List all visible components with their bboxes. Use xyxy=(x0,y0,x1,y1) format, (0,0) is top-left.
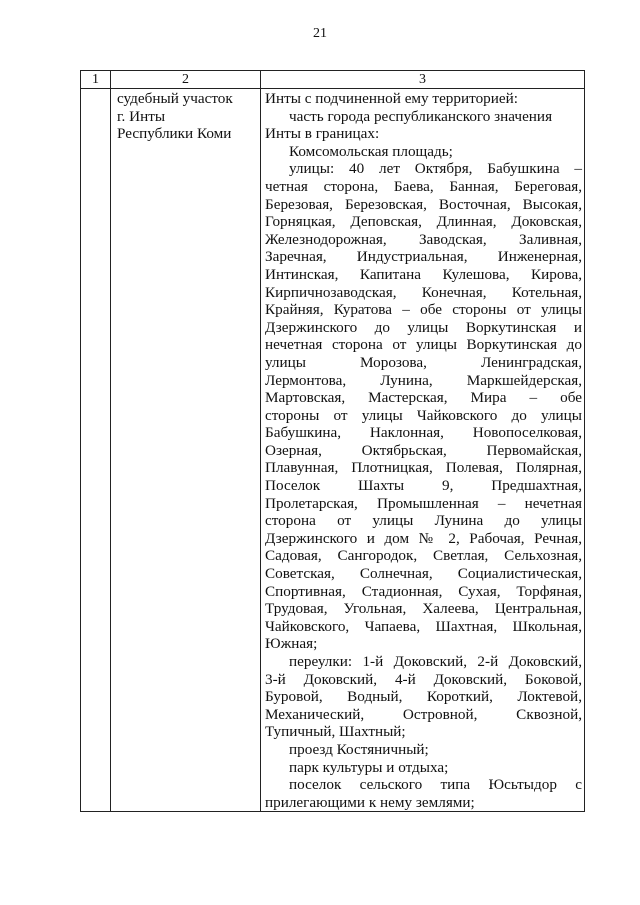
territory-text-line: Южная; xyxy=(265,635,318,653)
territory-text-line: Бабушкина, Наклонная, Новопоселковая, xyxy=(265,424,582,442)
column-header-1: 1 xyxy=(81,71,111,89)
territory-text-line: Заречная, Индустриальная, Инженерная, xyxy=(265,248,582,266)
territory-text-line: переулки: 1-й Доковский, 2-й Доковский, xyxy=(289,653,582,670)
territory-description-cell xyxy=(261,89,585,812)
territory-text-line: Плавунная, Плотницкая, Полевая, Полярная, xyxy=(265,459,582,477)
territory-text-line: Инты в границах: xyxy=(265,125,380,143)
territory-text-line: 3-й Доковский, 4-й Доковский, Боковой, xyxy=(265,670,582,688)
territory-text-line: Тупичный, Шахтный; xyxy=(265,723,406,741)
territory-text-line: Озерная, Октябрьская, Первомайская, xyxy=(265,441,582,459)
territory-text-line: Дзержинского и дом № 2, Рабочая, Речная, xyxy=(265,529,582,547)
jurisdiction-table xyxy=(80,70,585,812)
row-number-cell xyxy=(81,89,111,812)
territory-text-line: проезд Костяничный; xyxy=(289,740,429,758)
territory-text-line: Трудовая, Угольная, Халеева, Центральная, xyxy=(265,600,582,618)
court-district-cell xyxy=(111,89,261,812)
court-district-line: Республики Коми xyxy=(117,125,232,143)
territory-text-line: нечетная сторона от улицы Воркутинская до xyxy=(265,336,582,354)
territory-text-line: Мартовская, Мастерская, Мира – обе xyxy=(265,389,582,407)
territory-text-line: Советская, Солнечная, Социалистическая, xyxy=(265,565,582,583)
territory-text-line: часть города республиканского значения xyxy=(289,107,553,125)
territory-text-line: Буровой, Водный, Короткий, Локтевой, xyxy=(265,688,582,706)
territory-text-line: стороны от улицы Чайковского до улицы xyxy=(265,406,582,424)
territory-text-line: Садовая, Сангородок, Светлая, Сельхозная, xyxy=(265,547,582,565)
territory-text-line: поселок сельского типа Юсьтыдор с xyxy=(289,776,582,794)
court-district-line: г. Инты xyxy=(117,107,166,125)
territory-text-line: Поселок Шахты 9, Предшахтная, xyxy=(265,477,582,495)
territory-text-line: Чайковского, Чапаева, Шахтная, Школьная, xyxy=(265,617,582,635)
territory-text-line: Крайняя, Куратова – обе стороны от улицы xyxy=(265,301,582,319)
territory-text-line: Железнодорожная, Заводская, Заливная, xyxy=(265,230,582,248)
territory-text-line: Лермонтова, Лунина, Маркшейдерская, xyxy=(265,371,582,389)
column-header-2: 2 xyxy=(111,71,261,89)
territory-text-line: Спортивная, Стадионная, Сухая, Торфяная, xyxy=(265,582,582,600)
territory-text-line: сторона от улицы Лунина до улицы xyxy=(265,512,582,530)
territory-text-line: Дзержинского до улицы Воркутинская и xyxy=(265,318,582,336)
territory-text-line: прилегающими к нему землями; xyxy=(265,793,475,811)
page-number: 21 xyxy=(313,26,327,41)
column-header-3: 3 xyxy=(261,71,585,89)
territory-text-line: парк культуры и отдыха; xyxy=(289,758,449,776)
court-district-line: судебный участок xyxy=(117,90,233,107)
territory-text-line: Горняцкая, Деповская, Длинная, Доковская, xyxy=(265,213,582,231)
territory-text-line: Кирпичнозаводская, Конечная, Котельная, xyxy=(265,283,582,301)
territory-text-line: Интинская, Капитана Кулешова, Кирова, xyxy=(265,265,582,283)
territory-text-line: четная сторона, Баева, Банная, Береговая, xyxy=(265,177,582,195)
territory-text-line: Механический, Островной, Сквозной, xyxy=(265,705,582,723)
table-row xyxy=(81,89,585,812)
territory-text-line: Инты с подчиненной ему территорией: xyxy=(265,90,518,107)
territory-text-line: улицы: 40 лет Октября, Бабушкина – xyxy=(289,160,582,178)
territory-text-line: улицы Морозова, Ленинградская, xyxy=(265,353,582,371)
territory-text-line: Комсомольская площадь; xyxy=(289,142,453,160)
territory-text-line: Пролетарская, Промышленная – нечетная xyxy=(265,494,582,512)
territory-text-line: Березовая, Березовская, Восточная, Высокая, xyxy=(265,195,582,213)
table-header-row xyxy=(81,71,585,89)
